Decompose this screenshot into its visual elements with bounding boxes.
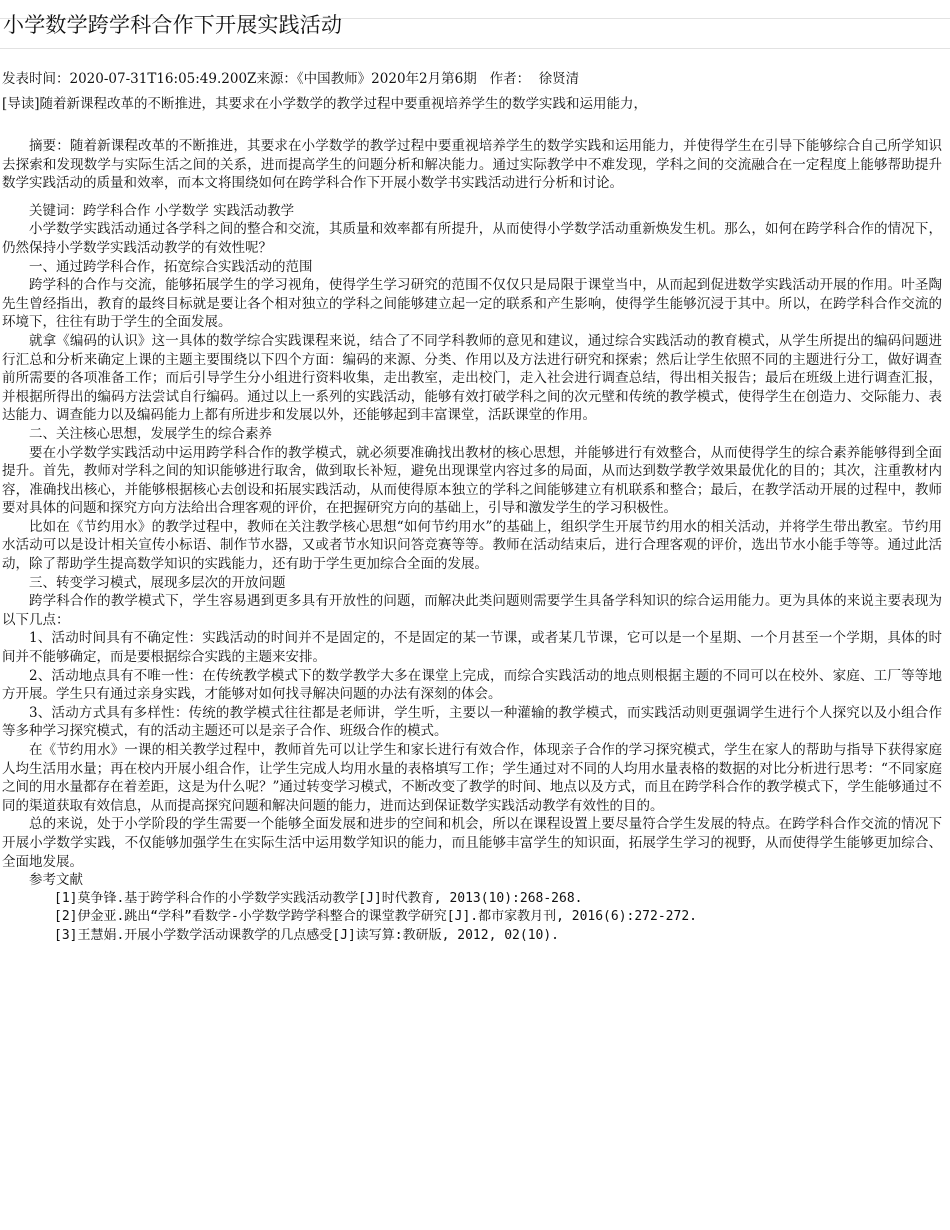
author-label: 作者： xyxy=(489,71,531,87)
section-heading-1: 一、通过跨学科合作，拓宽综合实践活动的范围 xyxy=(29,258,313,275)
body-paragraph: 跨学科合作的教学模式下，学生容易遇到更多具有开放性的问题，而解决此类问题则需要学生具备学科知识的综合运用能力。更为具体的来说主要表现为以下几点： xyxy=(2,593,942,628)
source-label: 来源： xyxy=(256,71,297,87)
reference-item: [1]莫争锋.基于跨学科合作的小学数学实践活动教学[J]时代教育, 2013(10):268-268. xyxy=(54,890,583,906)
author-value: 徐贤清 xyxy=(538,71,580,87)
body-paragraph: 在《节约用水》一课的相关教学过程中，教师首先可以让学生和家长进行有效合作，体现亲子合作的学习探究模式，学生在家人的帮助与指导下获得家庭人均生活用水量；再在校内开展小组合作，让学生完成人均用水量的表格填写工作；学生通过对不同的人均用水量表格的数据的对比分析进行思考：“不同家庭之间的用水量都存在着差距，这是为什么呢？”通过转变学习模式，不断改变了教学的时间、地点以及方式，而且在跨学科合作的教学模式下，学生能够通过不同的渠道获取有效信息，从而提高探究问题和解决问题的能力，进而达到保证数学实践活动教学有效性的目的。 xyxy=(2,742,942,814)
keywords-paragraph: 关键词：跨学科合作 小学数学 实践活动教学 xyxy=(29,202,295,219)
article-body xyxy=(2,137,942,946)
intro-paragraph: 小学数学实践活动通过各学科之间的整合和交流，其质量和效率都有所提升，从而使得小学数学活动重新焕发生机。那么，如何在跨学科合作的情况下，仍然保持小学数学实践活动教学的有效性呢？ xyxy=(2,221,942,256)
reference-item: [2]伊金亚.跳出“学科”看数学-小学数学跨学科整合的课堂教学研究[J].都市家教月刊, 2016(6):272-272. xyxy=(54,909,697,925)
body-paragraph: 要在小学数学实践活动中运用跨学科合作的教学模式，就必须要准确找出教材的核心思想，并能够进行有效整合，从而使得学生的综合素养能够得到全面提升。首先，教师对学科之间的知识能够进行取舍，做到取长补短，避免出现课堂内容过多的局面，从而达到数学教学效果最优化的目的；其次，注重教材内容，准确找出核心，并能够根据核心去创设和拓展实践活动，从而使得原本独立的学科之间能够建立有机联系和整合；最后，在教学活动开展的过程中，教师要对具体的问题和探究方向方法给出合理客观的评价，在把握研究方向的基础上，引导和激发学生的学习积极性。 xyxy=(2,444,942,517)
published-value: 2020-07-31T16:05:49.200Z xyxy=(69,71,257,87)
body-paragraph: 就拿《编码的认识》这一具体的数学综合实践课程来说，结合了不同学科教师的意见和建议，通过综合实践活动的教育模式，从学生所提出的编码问题进行汇总和分析来确定上课的主题主要围绕以下四个方面：编码的来源、分类、作用以及方法进行研究和探索；然后让学生依照不同的主题进行分工，做好调查前所需要的各项准备工作；而后引导学生分小组进行资料收集，走出教室，走出校门，走入社会进行调查总结，得出相关报告；最后在班级上进行调查汇报，并根据所得出的编码方法尝试自行编码。通过以上一系列的实践活动，能够有效打破学科之间的次元壁和传统的教学模式，使得学生在创造力、交际能力、表达能力、调查能力以及编码能力上都有所进步和发展以外，还能够起到丰富课堂，活跃课堂的作用。 xyxy=(2,332,942,424)
body-paragraph: 跨学科的合作与交流，能够拓展学生的学习视角，使得学生学习研究的范围不仅仅只是局限于课堂当中，从而起到促进数学实践活动开展的作用。叶圣陶先生曾经指出，教育的最终目标就是要让各个相对独立的学科之间能够建立起一定的联系和产生影响，使得学生能够沉浸于其中。所以，在跨学科合作交流的环境下，往往有助于学生的全面发展。 xyxy=(2,277,942,331)
list-point: 3、活动方式具有多样性：传统的教学模式往往都是老师讲，学生听，主要以一种灌输的教学模式，而实践活动则更强调学生进行个人探究以及小组合作等多种学习探究模式，有的活动主题还可以是亲子合作、班级合作的模式。 xyxy=(2,704,942,740)
published-label: 发表时间： xyxy=(2,71,70,87)
article-title: 小学数学跨学科合作下开展实践活动 xyxy=(3,13,343,37)
references-heading: 参考文献 xyxy=(29,872,83,889)
body-paragraph: 比如在《节约用水》的教学过程中，教师在关注教学核心思想“如何节约用水”的基础上，组织学生开展节约用水的相关活动，并将学生带出教室。节约用水活动可以是设计相关宣传小标语、制作节水器，又或者节水知识问答竞赛等等。教师在活动结束后，进行合理客观的评价，选出节水小能手等等。通过此活动，除了帮助学生提高数学知识的实践能力，还有助于学生更加综合全面的发展。 xyxy=(2,518,942,573)
list-point: 2、活动地点具有不唯一性：在传统教学模式下的数学教学大多在课堂上完成，而综合实践活动的地点则根据主题的不同可以在校外、家庭、工厂等等地方开展。学生只有通过亲身实践，才能够对如何找寻解决问题的办法有深刻的体会。 xyxy=(2,667,942,703)
references-list xyxy=(2,890,942,946)
source-value: 《中国教师》2020年2月第6期 xyxy=(296,71,477,87)
conclusion-paragraph: 总的来说，处于小学阶段的学生需要一个能够全面发展和进步的空间和机会，所以在课程设置上要尽量符合学生发展的特点。在跨学科合作交流的情况下开展小学数学实践，不仅能够加强学生在实际生活中运用数学知识的能力，而且能够丰富学生的知识面，拓展学生学习的视野，从而使得学生能够更加综合、全面地发展。 xyxy=(2,816,942,870)
list-point: 1、活动时间具有不确定性：实践活动的时间并不是固定的，不是固定的某一节课，或者某几节课，它可以是一个星期、一个月甚至一个学期，具体的时间并不能够确定，而是要根据综合实践的主题来安排。 xyxy=(2,630,942,666)
section-heading-3: 三、转变学习模式，展现多层次的开放问题 xyxy=(29,574,286,591)
reference-item: [3]王慧娟.开展小学数学活动课教学的几点感受[J]读写算:教研版, 2012, 02(10). xyxy=(54,927,560,943)
title-bottom-divider xyxy=(0,48,950,49)
article-lead: [导读]随着新课程改革的不断推进，其要求在小学数学的教学过程中要重视培养学生的数学实践和运用能力， xyxy=(2,96,648,112)
article-meta xyxy=(2,70,579,88)
abstract-paragraph: 摘要：随着新课程改革的不断推进，其要求在小学数学的教学过程中要重视培养学生的数学实践和运用能力，并使得学生在引导下能够综合自己所学知识去探索和发现数学与实际生活之间的关系，进而提高学生的问题分析和解决能力。通过实际教学中不难发现，学科之间的交流融合在一定程度上能够帮助提升数学实践活动的质量和效率，而本文将围绕如何在跨学科合作下开展小数学书实践活动进行分析和讨论。 xyxy=(2,138,942,192)
section-heading-2: 二、关注核心思想，发展学生的综合素养 xyxy=(29,425,272,442)
